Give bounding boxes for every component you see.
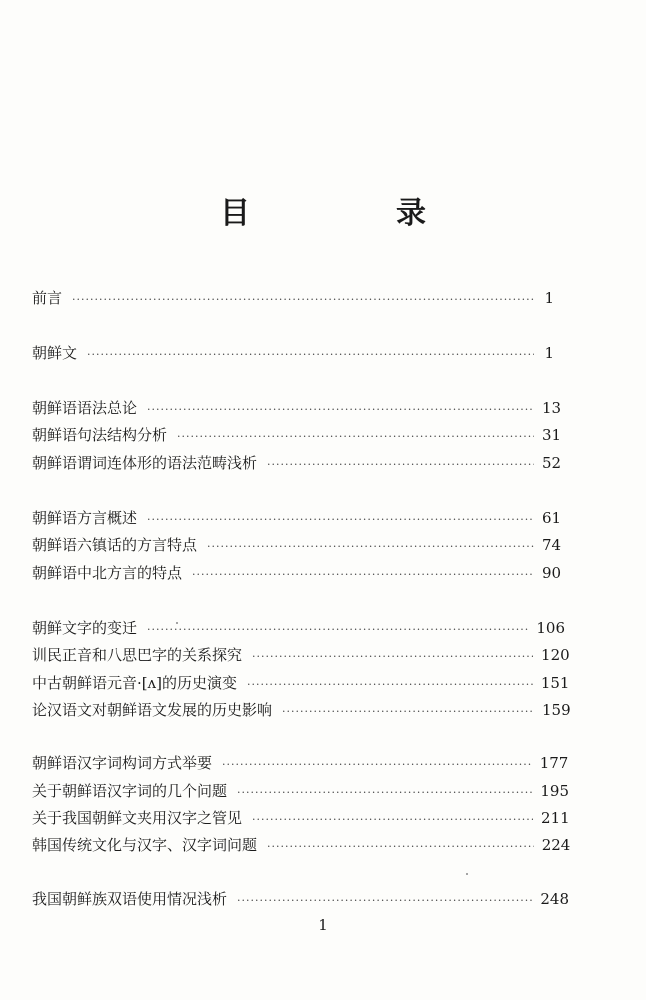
toc-entry-title: 前言: [32, 289, 63, 307]
toc-entry-title: 朝鲜语中北方言的特点: [32, 564, 183, 582]
leader-dots: [147, 623, 528, 636]
toc-entry-title: 训民正音和八思巴字的关系探究: [32, 646, 243, 664]
toc-entry: [32, 807, 570, 829]
toc-entry: [32, 752, 569, 774]
toc-entry-page: 31: [542, 426, 562, 444]
toc-entry-title: 朝鲜文字的变迁: [32, 619, 138, 637]
toc-entry-title: 朝鲜语谓词连体形的语法范畴浅析: [32, 454, 258, 472]
toc-entry-title: 朝鲜语语法总论: [32, 399, 138, 417]
toc-entry-page: 74: [542, 536, 562, 554]
toc-entry-page: 1: [544, 289, 554, 307]
toc-entry: [32, 617, 566, 639]
leader-dots: [222, 758, 532, 771]
toc-entry: [32, 562, 562, 584]
toc-entry-page: 248: [540, 890, 570, 908]
toc-entry-title: 韩国传统文化与汉字、汉字词问题: [32, 836, 258, 854]
toc-entry-title: 朝鲜语六镇话的方言特点: [32, 536, 198, 554]
toc-entry-title: 中古朝鲜语元音·[ʌ]的历史演变: [32, 674, 237, 692]
paper-speck: [466, 873, 468, 875]
leader-dots: [147, 513, 534, 526]
toc-entry: [32, 424, 562, 446]
leader-dots: [237, 894, 532, 907]
toc-entry-page: 120: [541, 646, 570, 664]
page-number: 1: [318, 916, 328, 934]
toc-entry-page: 195: [540, 782, 570, 800]
toc-entry-title: 朝鲜语方言概述: [32, 509, 138, 527]
toc-entry: [32, 452, 562, 474]
leader-dots: [192, 568, 534, 581]
toc-entry: [32, 888, 570, 910]
leader-dots: [267, 458, 534, 471]
toc-entry-page: 177: [539, 754, 569, 772]
toc-entry-page: 211: [541, 809, 570, 827]
toc-entry-page: 159: [542, 701, 571, 719]
toc-entry: [32, 644, 570, 666]
toc-entry: [32, 507, 562, 529]
leader-dots: [207, 540, 534, 553]
toc-entry-title: 朝鲜语汉字词构词方式举要: [32, 754, 213, 772]
toc-entry-page: 224: [541, 836, 571, 854]
toc-entry: [32, 287, 554, 309]
leader-dots: [147, 403, 534, 416]
toc-entry: [32, 699, 571, 721]
page-title: 目 录: [220, 196, 484, 231]
toc-entry-title: 朝鲜语句法结构分析: [32, 426, 168, 444]
toc-entry-title: 论汉语文对朝鲜语文发展的历史影响: [32, 701, 273, 719]
leader-dots: [177, 430, 534, 443]
toc-entry-page: 52: [542, 454, 562, 472]
leader-dots: [282, 705, 534, 718]
toc-entry-page: 13: [542, 399, 562, 417]
leader-dots: [252, 650, 533, 663]
toc-entry: [32, 397, 562, 419]
toc-entry-title: 关于我国朝鲜文夹用汉字之管见: [32, 809, 243, 827]
toc-entry-page: 90: [542, 564, 562, 582]
leader-dots: [87, 348, 534, 361]
toc-entry: [32, 834, 571, 856]
toc-entry-title: 朝鲜文: [32, 344, 78, 362]
toc-entry-title: 我国朝鲜族双语使用情况浅析: [32, 890, 228, 908]
toc-entry-page: 61: [542, 509, 562, 527]
toc-entry: [32, 534, 562, 556]
toc-entry: [32, 672, 570, 694]
leader-dots: [72, 293, 534, 306]
toc-entry: [32, 342, 554, 364]
paper-speck: [176, 622, 178, 624]
leader-dots: [237, 786, 532, 799]
leader-dots: [247, 678, 533, 691]
toc-entry-page: 1: [544, 344, 554, 362]
leader-dots: [267, 840, 534, 853]
toc-entry: [32, 780, 570, 802]
toc-entry-title: 关于朝鲜语汉字词的几个问题: [32, 782, 228, 800]
toc-entry-page: 106: [536, 619, 566, 637]
leader-dots: [252, 813, 533, 826]
toc-entry-page: 151: [540, 674, 570, 692]
